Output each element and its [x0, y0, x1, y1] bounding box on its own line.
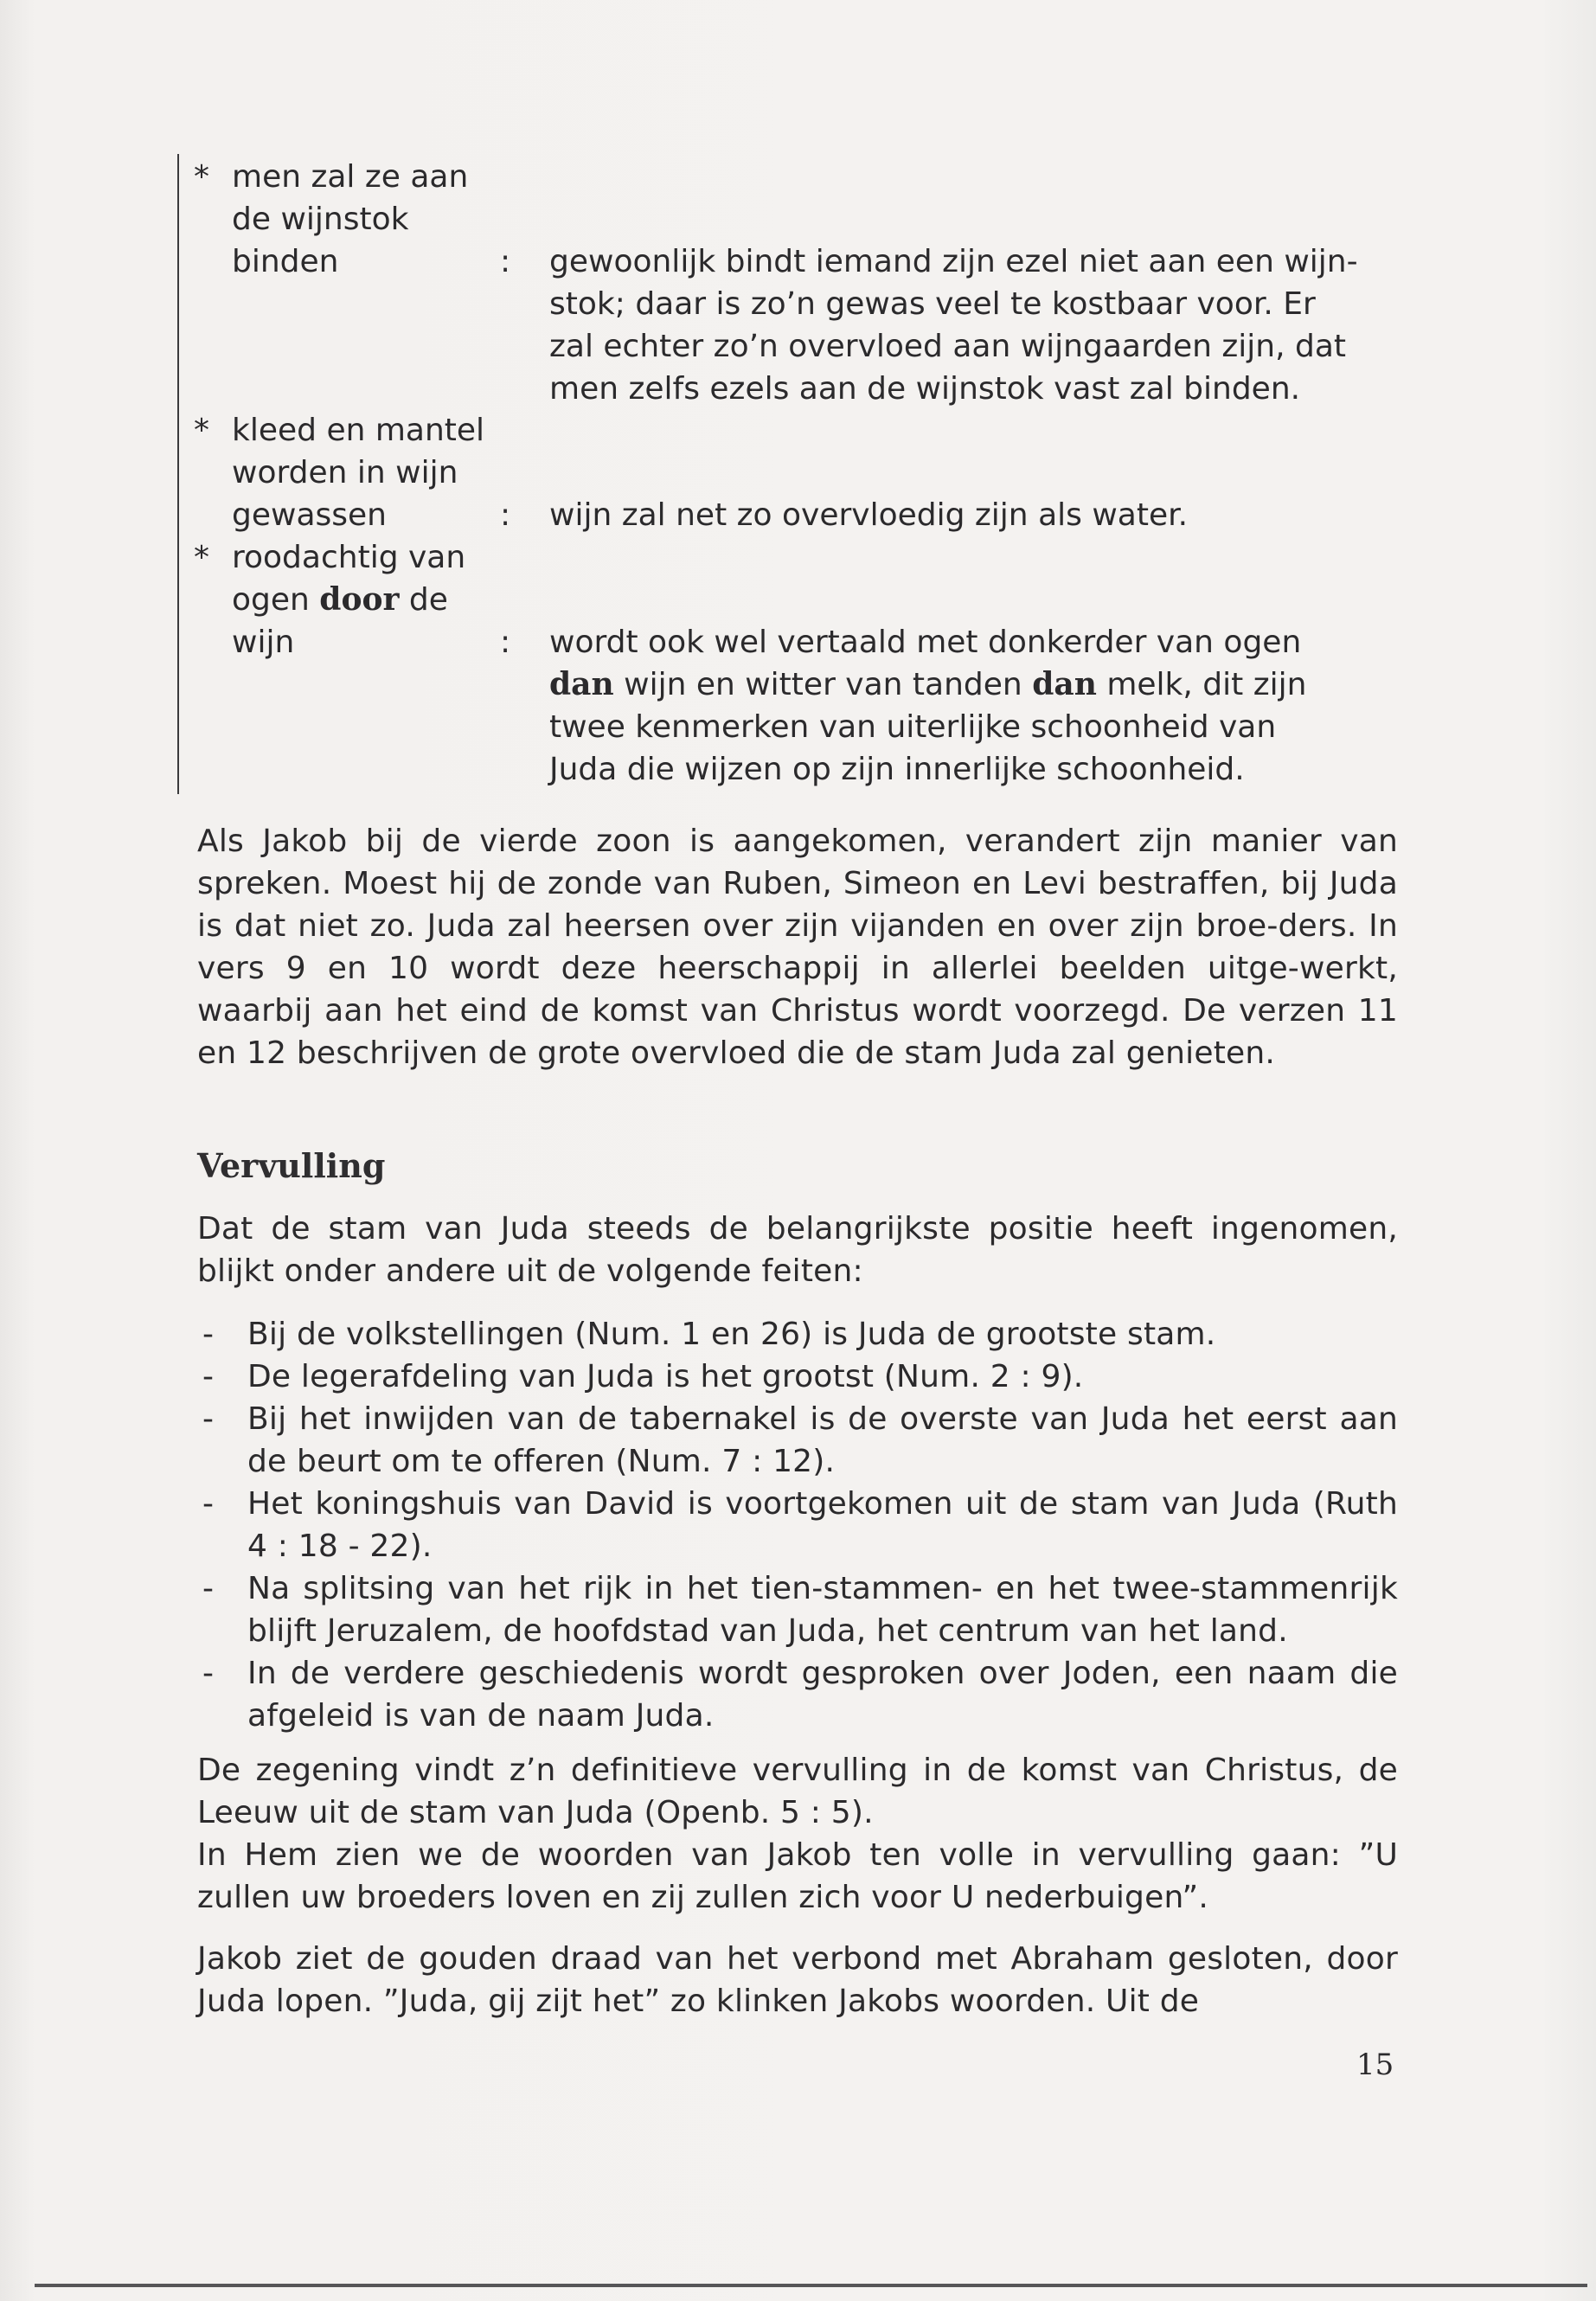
glossary-definition: wordt ook wel vertaald met donkerder van ogen dan wijn en witter van tanden dan melk, dit zijn twee kenmerken van uiterlijke schoonheid van Juda die wijzen op zijn innerlijke schoonheid.	[549, 625, 1307, 787]
glossary-star: *	[194, 159, 209, 195]
facts-list	[197, 1313, 1398, 1737]
paragraph-fulfillment: De zegening vindt z’n definitieve vervulling in de komst van Christus, de Leeuw uit de stam van Juda (Openb. 5 : 5). In Hem zien we de woorden van Jakob ten volle in vervulling gaan: ”U zullen uw broeders loven en zij zullen zich voor U nederbuigen”.	[197, 1753, 1398, 1915]
glossary-colon: :	[500, 244, 511, 279]
glossary-star: *	[194, 413, 209, 448]
page-number: 15	[1356, 2048, 1394, 2082]
list-item: - Na splitsing van het rijk in het tien-stammen- en het twee-stammenrijk blijft Jeruzalem, de hoofdstad van Juda, het centrum van het land.	[197, 1567, 1398, 1652]
glossary-colon: :	[500, 497, 511, 533]
glossary-term: kleed en mantel worden in wijn gewassen	[232, 413, 485, 533]
list-item: - Bij de volkstellingen (Num. 1 en 26) is Juda de grootste stam.	[197, 1313, 1398, 1356]
list-item: - Bij het inwijden van de tabernakel is de overste van Juda het eerst aan de beurt om te offeren (Num. 7 : 12).	[197, 1398, 1398, 1483]
glossary-term: roodachtig van ogen door de wijn	[232, 540, 466, 660]
paragraph-closing: Jakob ziet de gouden draad van het verbond met Abraham gesloten, door Juda lopen. ”Juda, gij zijt het” zo klinken Jakobs woorden. Uit de	[197, 1941, 1398, 2019]
list-item: - Het koningshuis van David is voortgekomen uit de stam van Juda (Ruth 4 : 18 - 22).	[197, 1483, 1398, 1567]
glossary-definition: wijn zal net zo overvloedig zijn als water.	[549, 497, 1189, 533]
list-item: - De legerafdeling van Juda is het grootst (Num. 2 : 9).	[197, 1356, 1398, 1398]
glossary-star: *	[194, 540, 209, 575]
glossary-definition: gewoonlijk bindt iemand zijn ezel niet aan een wijn- stok; daar is zo’n gewas veel te kostbaar voor. Er zal echter zo’n overvloed aan wijngaarden zijn, dat men zelfs ezels aan de wijnstok vast zal binden.	[549, 244, 1358, 407]
glossary-term: men zal ze aan de wijnstok binden	[232, 159, 469, 279]
list-item: - In de verdere geschiedenis wordt gesproken over Joden, een naam die afgeleid is van de naam Juda.	[197, 1652, 1398, 1737]
glossary-colon: :	[500, 625, 511, 660]
paragraph-intro: Als Jakob bij de vierde zoon is aangekomen, verandert zijn manier van spreken. Moest hij de zonde van Ruben, Simeon en Levi bestraffen, bij Juda is dat niet zo. Juda zal heersen over zijn vijanden en over zijn broe-ders. In vers 9 en 10 wordt deze heerschappij in allerlei beelden uitge-werkt, waarbij aan het eind de komst van Christus wordt voorzegd. De verzen 11 en 12 beschrijven de grote overvloed die de stam Juda zal genieten.	[197, 824, 1398, 1071]
paragraph-facts-intro: Dat de stam van Juda steeds de belangrijkste positie heeft ingenomen, blijkt onder andere uit de volgende feiten:	[197, 1211, 1398, 1289]
glossary-bracket	[177, 154, 186, 794]
section-heading: Vervulling	[197, 1146, 386, 1185]
bottom-rule	[35, 2284, 1587, 2287]
